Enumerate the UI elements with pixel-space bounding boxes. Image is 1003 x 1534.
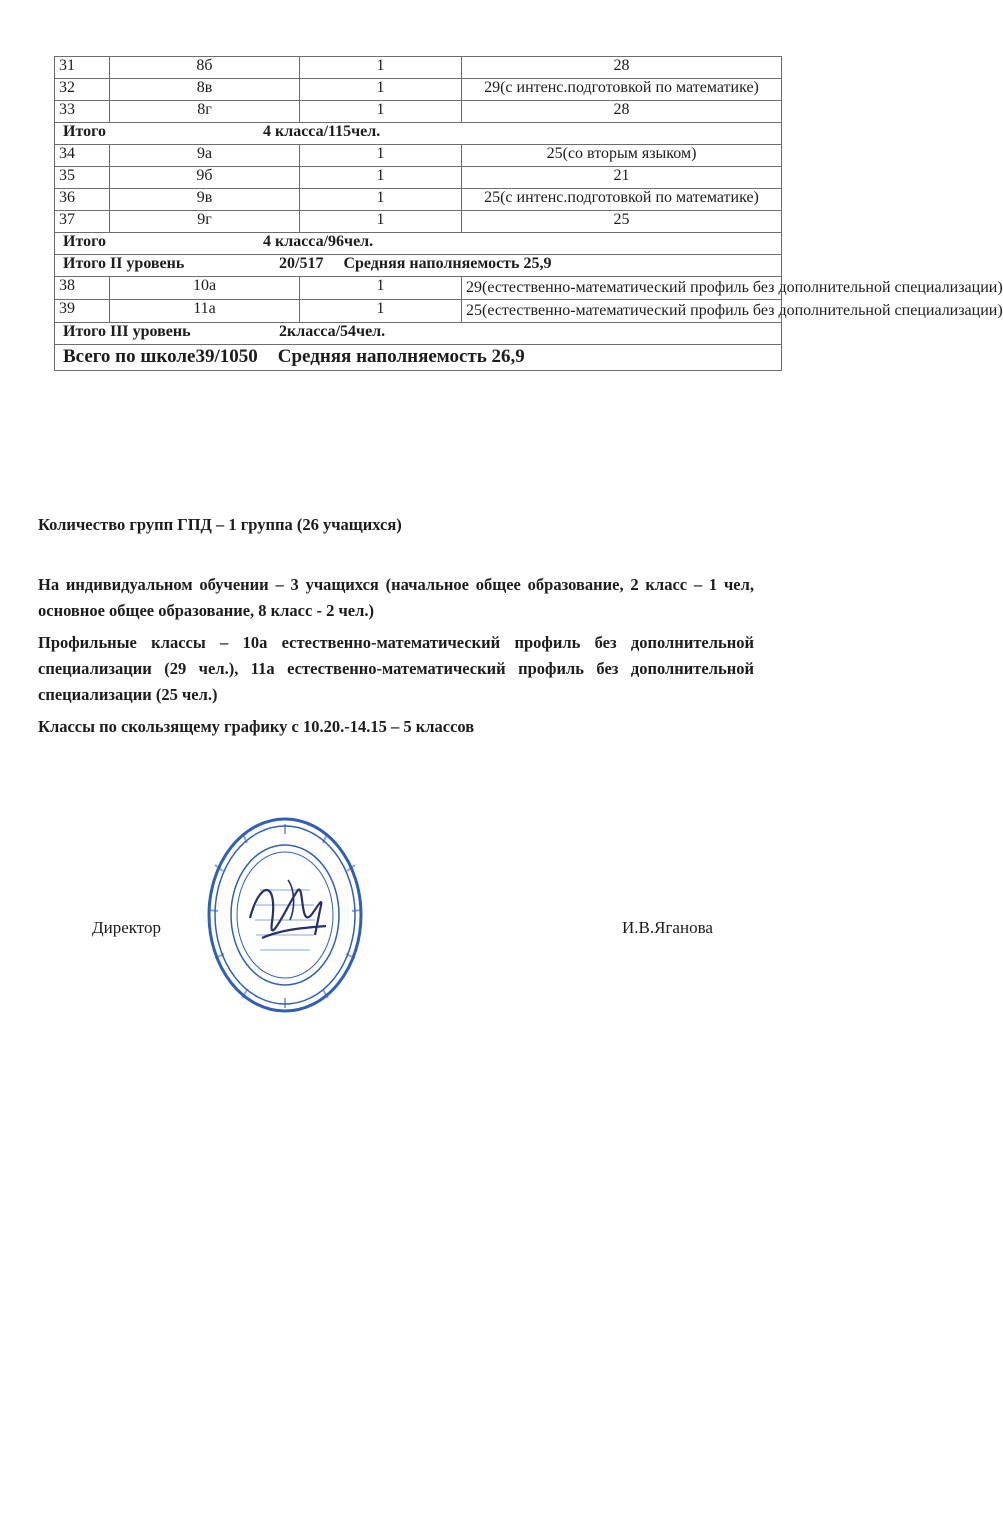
student-count: 25(со вторым языком): [462, 145, 782, 167]
class-name: 9в: [110, 189, 300, 211]
level-three-total-row: [55, 323, 782, 345]
school-total-label: Всего по школе: [63, 346, 196, 367]
class-name: 9б: [110, 167, 300, 189]
class-name: 9а: [110, 145, 300, 167]
class-name: 8в: [110, 79, 300, 101]
class-name: 11а: [110, 300, 300, 323]
table-row: [55, 167, 782, 189]
table-row: [55, 57, 782, 79]
subtotal-row: [55, 123, 782, 145]
class-count: 1: [300, 101, 462, 123]
row-number: 37: [55, 211, 110, 233]
signature-title: Директор: [92, 918, 161, 937]
level-two-label: Итого II уровень: [63, 255, 185, 272]
table-row: [55, 101, 782, 123]
row-number: 32: [55, 79, 110, 101]
row-number: 35: [55, 167, 110, 189]
official-seal-icon: [200, 810, 370, 1020]
class-count: 1: [300, 167, 462, 189]
class-name: 8г: [110, 101, 300, 123]
class-name: 10а: [110, 277, 300, 300]
student-count: 28: [462, 57, 782, 79]
level-two-total-row: [55, 255, 782, 277]
sliding-schedule-paragraph: Классы по скользящему графику с 10.20.-14.15 – 5 классов: [38, 717, 475, 736]
class-count: 1: [300, 277, 462, 300]
class-name: 9г: [110, 211, 300, 233]
subtotal-label: Итого: [63, 233, 106, 250]
subtotal-row: [55, 233, 782, 255]
row-number: 36: [55, 189, 110, 211]
student-count: 25(с интенс.подготовкой по математике): [462, 189, 782, 211]
row-number: 39: [55, 300, 110, 323]
profile-paragraph: Профильные классы – 10а естественно-математический профиль без дополнительной специализации (29 чел.), 11а естественно-математический профиль без дополнительной специализации (25 чел.): [38, 633, 754, 704]
class-count: 1: [300, 189, 462, 211]
student-count: 29(с интенс.подготовкой по математике): [462, 79, 782, 101]
gpd-paragraph: Количество групп ГПД – 1 группа (26 учащихся): [38, 515, 402, 534]
school-total-row: [55, 345, 782, 371]
table-row: [55, 79, 782, 101]
class-count: 1: [300, 211, 462, 233]
individual-paragraph: На индивидуальном обучении – 3 учащихся (начальное общее образование, 2 класс – 1 чел, основное общее образование, 8 класс - 2 чел.): [38, 575, 754, 620]
row-number: 31: [55, 57, 110, 79]
student-count: 25(естественно-математический профиль без дополнительной специализации): [462, 300, 782, 323]
level-three-value: 2класса/54чел.: [279, 323, 386, 340]
class-count: 1: [300, 57, 462, 79]
level-two-value: 20/517: [279, 255, 324, 272]
table-row: [55, 145, 782, 167]
student-count: 21: [462, 167, 782, 189]
row-number: 38: [55, 277, 110, 300]
table-row: [55, 277, 782, 300]
subtotal-label: Итого: [63, 123, 106, 140]
class-table: [54, 56, 1003, 371]
class-count: 1: [300, 300, 462, 323]
school-total-average: Средняя наполняемость 26,9: [277, 346, 525, 367]
table-row: [55, 300, 782, 323]
class-name: 8б: [110, 57, 300, 79]
subtotal-value: 4 класса/115чел.: [263, 123, 381, 140]
subtotal-value: 4 класса/96чел.: [263, 233, 374, 250]
level-three-label: Итого III уровень: [63, 323, 191, 340]
row-number: 33: [55, 101, 110, 123]
table-row: [55, 189, 782, 211]
class-count: 1: [300, 145, 462, 167]
student-count: 25: [462, 211, 782, 233]
table-row: [55, 211, 782, 233]
level-two-average: Средняя наполняемость 25,9: [343, 255, 552, 272]
student-count: 28: [462, 101, 782, 123]
school-total-value: 39/1050: [195, 346, 258, 367]
class-count: 1: [300, 79, 462, 101]
signature-name: И.В.Яганова: [622, 918, 713, 937]
row-number: 34: [55, 145, 110, 167]
student-count: 29(естественно-математический профиль без дополнительной специализации): [462, 277, 782, 300]
